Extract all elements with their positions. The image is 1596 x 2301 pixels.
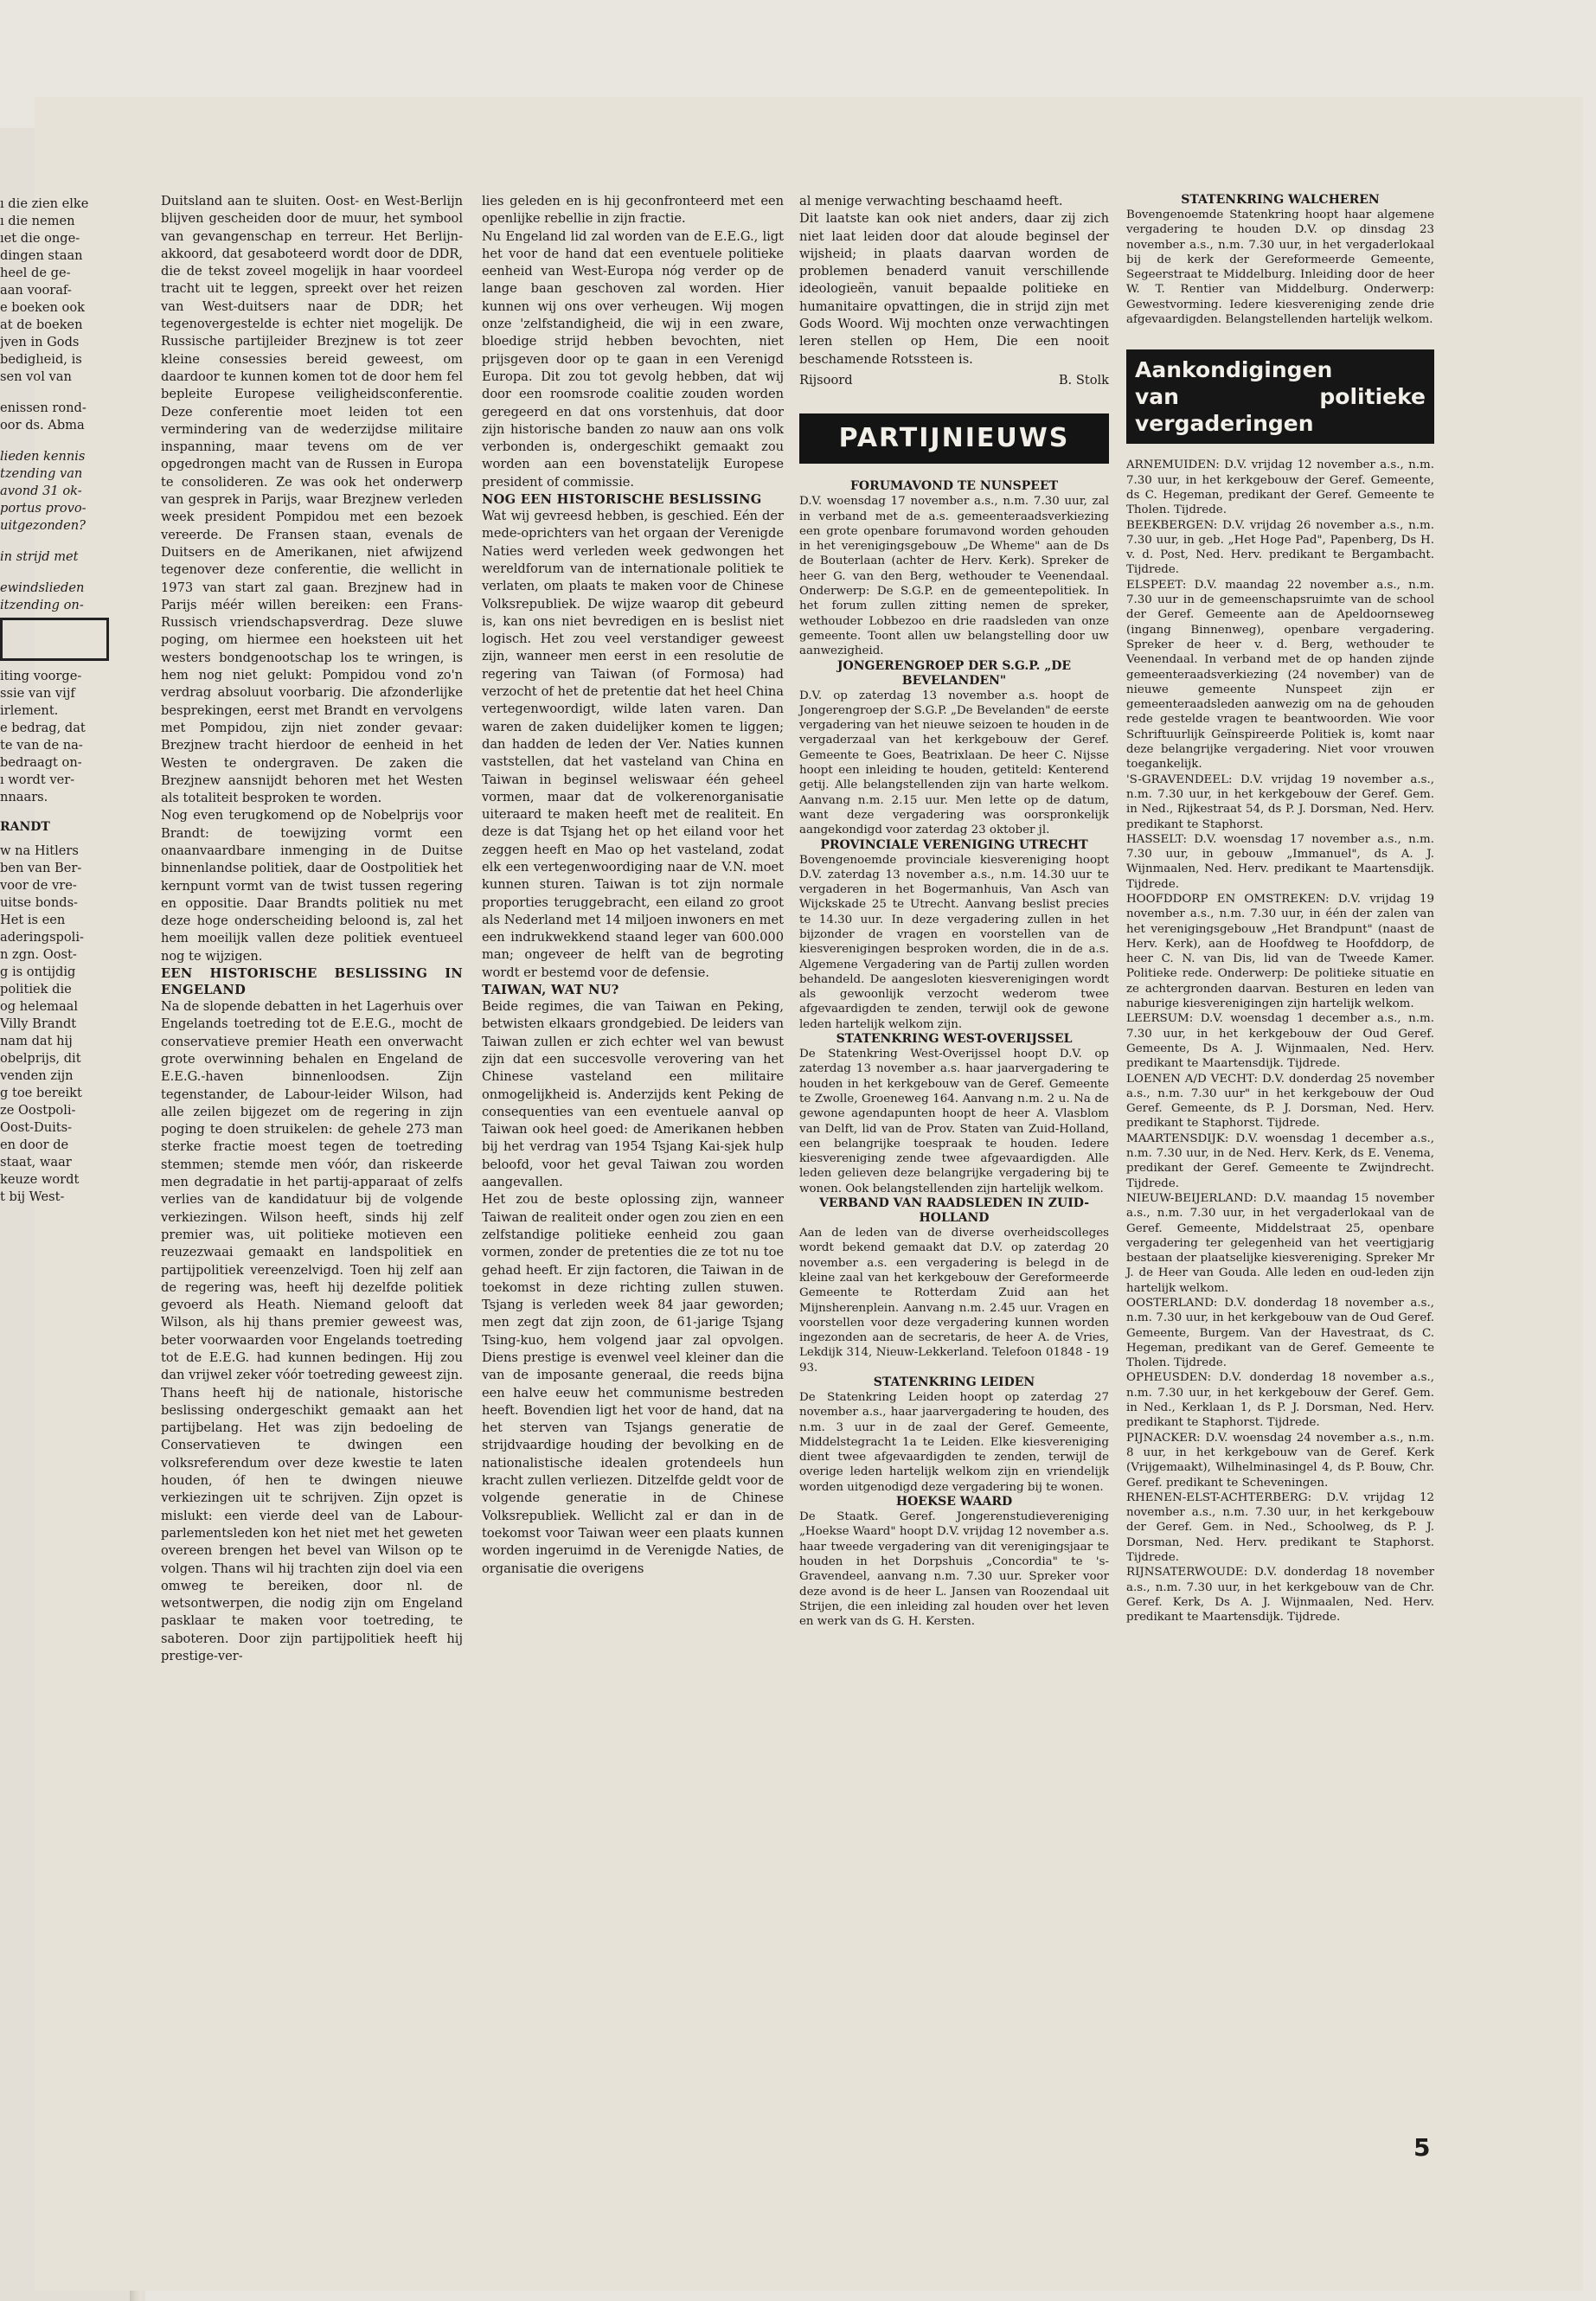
announcement-entry xyxy=(1126,1296,1434,1370)
announcement-place: OPHEUSDEN: xyxy=(1126,1371,1212,1385)
fragment-text-2: enissen rond- oor ds. Abma xyxy=(0,401,87,433)
announcement-place: HOOFDDORP EN OMSTREKEN: xyxy=(1126,892,1330,906)
announcement-place: RHENEN-ELST-ACHTERBERG: xyxy=(1126,1490,1312,1504)
announcement-place: ELSPEET: xyxy=(1126,578,1187,592)
announcement-entry xyxy=(1126,1490,1434,1565)
announcement-entry xyxy=(1126,1072,1434,1131)
party-news-text: Aan de leden van de diverse overheidscolleges wordt bekend gemaakt dat D.V. op zaterdag 20 november a.s. een vergadering is belegd in de kleine zaal van het kerkgebouw der Gereformeerde Gemeente te Rotterdam Zuid aan het Mijnsherenplein. Aanvang n.m. 2.45 uur. Vragen en voorstellen voor deze vergadering kunnen worden ingezonden aan de secretaris, de heer A. de Vries, Lekdijk 314, Nieuw-Lekkerland. Telefoon 01848 - 19 93. xyxy=(799,1227,1109,1375)
party-news-text: D.V. op zaterdag 13 november a.s. hoopt de Jongerengroep der S.G.P. „De Bevelanden" de eerste vergadering van het nieuwe seizoen te houden in de vergaderzaal van het kerkgebouw der Geref. Gemeente te Goes, Beatrixlaan. De heer C. Nijsse hoopt een inleiding te houden, getiteld: Kenterend getij. Alle belangstellenden zijn van harte welkom. Aanvang n.m. 2.15 uur. Men lette op de datum, want deze vergadering was oorspronkelijk aangekondigd voor zaterdag 23 oktober jl. xyxy=(799,689,1109,837)
signature-place: Rijsoord xyxy=(799,372,853,388)
article-paragraph: Het zou de beste oplossing zijn, wanneer Taiwan de realiteit onder ogen zou zien en een zelfstandige politieke eenheid zou gaan vormen, zonder de pretenties die ze tot nu toe gehad heeft. Er zijn factoren, die Taiwan in de toekomst in deze richting zullen stuwen. Tsjang is verleden week 84 jaar geworden; men zegt dat zijn zoon, de 61-jarige Tsjang Tsing-kuo, hem volgend jaar zal opvolgen. Diens prestige is evenwel veel kleiner dan die van de imposante generaal, die reeds bijna een halve eeuw het communisme bestreden heeft. Bovendien ligt het voor de hand, dat na het sterven van Tsjangs generatie de strijdvaardige houding der bevolking en de nationalistische idealen grotendeels hun kracht zullen verliezen. Ditzelfde geldt voor de volgende generatie in de Chinese Volksrepubliek. Wellicht zal er dan in de toekomst voor Taiwan weer een plaats kunnen worden ingeruimd in de Verenigde Naties, de organisatie die overigens xyxy=(482,1192,784,1576)
announcements-banner-line-1: Aankondigingen xyxy=(1135,357,1333,383)
party-news-heading: VERBAND VAN RAADSLEDEN IN ZUID-HOLLAND xyxy=(819,1196,1089,1226)
announcement-entry xyxy=(1126,458,1434,517)
announcement-entry xyxy=(1126,1565,1434,1625)
signature-line xyxy=(799,372,1109,389)
party-news-list xyxy=(799,479,1109,1629)
article-paragraph: lies geleden en is hij geconfronteerd met een openlijke rebellie in zijn fractie. xyxy=(482,194,784,227)
announcement-text: D.V. vrijdag 12 november a.s., n.m. 7.30 uur, in het kerkgebouw der Geref. Gemeente, ds C. Hegeman, predikant der Geref. Gemeente te Tholen. Tijdrede. xyxy=(1126,458,1434,517)
article-paragraph: Beide regimes, die van Taiwan en Peking, betwisten elkaars grondgebied. De leiders van Taiwan zullen er zich echter wel van bewust zijn dat een succesvolle verovering van het Chinese vasteland een militaire onmogelijkheid is. Anderzijds kent Peking de consequenties van een eventuele aanval op Taiwan ook heel goed: de Amerikanen hebben bij het verdrag van 1954 Tsjang Kai-sjek hulp beloofd, voor het geval Taiwan zou worden aangevallen. xyxy=(482,999,784,1190)
party-news-heading: FORUMAVOND TE NUNSPEET xyxy=(849,479,1059,494)
announcement-entry xyxy=(1126,1011,1434,1071)
announcement-entry xyxy=(1126,1131,1434,1191)
announcement-entry xyxy=(1126,772,1434,832)
party-news-heading: JONGERENGROEP DER S.G.P. „DE BEVELANDEN" xyxy=(836,658,1072,688)
announcement-entry xyxy=(1126,1370,1434,1430)
partijnieuws-banner: PARTIJNIEUWS xyxy=(799,413,1109,464)
fragment-box xyxy=(0,618,109,661)
announcement-place: ARNEMUIDEN: xyxy=(1126,458,1220,472)
article-paragraph: Nog even terugkomend op de Nobelprijs voor Brandt: de toewijzing vormt een onaanvaardbare inmenging in de Duitse binnenlandse politiek, daar de Oostpolitiek het kernpunt vormt van de twist tussen regering en oppositie. Daar Brandts politiek nu met deze hoge onderscheiding beloond is, zal het hem moeilijk vallen deze politiek eventueel nog te wijzigen. xyxy=(161,808,463,964)
fragment-text-7: w na Hitlers ben van Ber- voor de vre- uitse bonds- Het is een aderingspoli- n zgn. Oost- g is ontijdig politiek die og helemaal Villy Brandt nam dat hij obelprijs, dit venden zijn g toe bereikt ze Oostpoli- Oost-Duits- en door de staat, waar keuze wordt t bij West- xyxy=(0,843,84,1204)
column-1 xyxy=(161,193,463,1665)
announcement-place: LOENEN A/D VECHT: xyxy=(1126,1072,1259,1086)
party-news-text: De Statenkring Leiden hoopt op zaterdag 27 november a.s., haar jaarvergadering te houden, des n.m. 3 uur in de zaal der Geref. Gemeente, Middelstegracht 1a te Leiden. Elke kiesvereniging dient twee afgevaardigden te zenden, terwijl de overige leden hartelijk welkom zijn en vriendelijk worden uitgenodigd deze vergadering bij te wonen. xyxy=(799,1391,1109,1494)
section-heading: TAIWAN, WAT NU? xyxy=(482,983,619,998)
announcements-list xyxy=(1126,458,1434,1625)
announcement-text: D.V. donderdag 25 november a.s., n.m. 7.30 uur" in het kerkgebouw der Oud Geref. Gemeente, ds P. J. Dorsman, Ned. Herv. predikant te Staphorst. Tijdrede. xyxy=(1126,1072,1435,1131)
fragment-text-3: lieden kennis tzending van avond 31 ok- portus provo- uitgezonden? xyxy=(0,449,87,533)
article-paragraph: Na de slopende debatten in het Lagerhuis over Engelands toetreding tot de E.E.G., mocht de conservatieve premier Heath een onverwacht grote overwinning behalen en Engeland de E.E.G.-haven binnenloodsen. Zijn tegenstander, de Labour-leider Wilson, had alle zeilen bijgezet om de regering in zijn poging te doen struikelen: de gehele 273 man sterke fractie moest tegen de toetreding stemmen; stemde men vóór, dan riskeerde men degradatie in het partij-apparaat of zelfs verlies van de kandidatuur bij de volgende verkiezingen. Wilson heeft, sinds hij zelf premier was, uit politieke motieven een reuzezwaai gemaakt en landspolitiek en partijpolitiek vereenzelvigd. Toen hij zelf aan de regering was, heeft hij dezelfde politiek gevoerd als Heath. Niemand gelooft dat Wilson, als hij thans premier geweest was, beter voorwaarden voor Engelands toetreding tot de E.E.G. had kunnen bedingen. Hij zou dan vrijwel zeker vóór toetreding geweest zijn. Thans heeft hij de nationale, historische beslissing ondergeschikt gemaakt aan het partijbelang. Het was zijn bedoeling de Conservatieven te dwingen een volksreferendum over deze kwestie te laten houden, óf hen te dwingen nieuwe verkiezingen uit te schrijven. Zijn opzet is mislukt: een vierde deel van de Labour-parlementsleden kon het niet met het geweten overeen brengen het bevel van Wilson op te volgen. Thans wil hij trachten zijn doel via een omweg te bereiken, door nl. de wetsontwerpen, die nodig zijn om Engeland pasklaar te maken voor toetreding, te saboteren. Door zijn partijpolitiek heeft hij prestige-ver- xyxy=(161,999,463,1664)
announcement-place: RIJNSATERWOUDE: xyxy=(1126,1566,1248,1580)
party-news-text: De Staatk. Geref. Jongerenstudievereniging „Hoekse Waard" hoopt D.V. vrijdag 12 november a.s. haar tweede vergadering van dit verenigingsjaar te houden in het Dorpshuis „Concordia" te 's-Gravendeel, aanvang n.m. 7.30 uur. Spreker voor deze avond is de heer L. Jansen van Roozendaal uit Strijen, die een inleiding zal houden over het leven en werk van ds G. H. Kersten. xyxy=(799,1510,1109,1629)
party-news-text: Bovengenoemde provinciale kiesvereniging hoopt D.V. zaterdag 13 november a.s., n.m. 14.30 uur te vergaderen in het Bogermanhuis, Van Asch van Wijckskade 25 te Utrecht. Aanvang beslist precies te 14.30 uur. In deze vergadering zullen in het bijzonder de vragen en voorstellen van de kiesverenigingen besproken worden, die in de a.s. Algemene Vergadering van de Partij zullen worden behandeld. De aangesloten kiesverenigingen wordt als gewoonlijk verzocht wederom twee afgevaardigden te zenden, terwijl ook de gewone leden hartelijk welkom zijn. xyxy=(799,853,1109,1031)
announcements-banner-line-2: van politieke vergaderingen xyxy=(1135,384,1426,437)
column-4 xyxy=(1126,193,1434,1625)
signature-name: B. Stolk xyxy=(1058,372,1109,388)
announcement-text: D.V. woensdag 1 december a.s., n.m. 7.30 uur, in de Ned. Herv. Kerk, ds E. Venema, predikant der Geref. Gemeente te Zwijndrecht. Tijdrede. xyxy=(1126,1131,1434,1190)
announcement-text: D.V. donderdag 18 november a.s., n.m. 7.30 uur, in het kerkgebouw der Geref. Gem. in Ned., Kerklaan 1, ds P. J. Dorsman, Ned. Herv. predikant te Staphorst. Tijdrede. xyxy=(1126,1371,1434,1430)
party-news-heading: HOEKSE WAARD xyxy=(895,1495,1013,1509)
column-2 xyxy=(482,193,784,1578)
announcement-entry xyxy=(1126,1191,1434,1296)
article-paragraph: Wat wij gevreesd hebben, is geschied. Eén der mede-oprichters van het orgaan der Verenigde Naties werd verleden week gedwongen het wereldforum van de internationale politiek te verlaten, om plaats te maken voor de Chinese Volksrepubliek. De wijze waarop dit gebeurd is, kan ons niet bevredigen en is beslist niet logisch. Het zou veel verstandiger geweest zijn, wanneer men eerst in een resolutie de regering van Taiwan (of Formosa) had verzocht of het de pretentie dat het heel China vertegenwoordigt, wilde laten varen. Dan waren de zaken duidelijker komen te liggen; dan hadden de leden der Ver. Naties kunnen vaststellen, dat het vasteland van China en Taiwan in beginsel weliswaar één geheel vormen, maar dat de volkerenorganisatie uiteraard te maken heeft met de realiteit. En deze is dat Tsjang het op het eiland voor het zeggen heeft en Mao op het vasteland, zodat elk een vertegenwoordiging naar de V.N. moet kunnen sturen. Taiwan is tot zijn normale proporties teruggebracht, een eiland zo groot als Nederland met 14 miljoen inwoners en met een indrukwekkend staand leger van 600.000 man; ongeveer de helft van de begroting wordt er bestemd voor de defensie. xyxy=(482,509,784,980)
fragment-text-5: ewindslieden itzending on- xyxy=(0,580,85,612)
announcement-entry xyxy=(1126,518,1434,578)
announcement-text: D.V. vrijdag 12 november a.s., n.m. 7.30 uur, in het kerkgebouw der Geref. Gem. in Ned., Schoolweg, ds P. J. Dorsman, Ned. Herv. predikant te Staphorst. Tijdrede. xyxy=(1126,1490,1434,1565)
announcement-text: D.V. donderdag 18 november a.s., n.m. 7.30 uur, in het kerkgebouw van de Chr. Geref. Kerk, Ds A. J. Wijnmaalen, Ned. Herv. predikant te Maartensdijk. Tijdrede. xyxy=(1126,1566,1434,1625)
announcement-text: D.V. donderdag 18 november a.s., n.m. 7.30 uur, in het kerkgebouw van de Oud Geref. Gemeente, Burgem. Van der Havestraat, ds C. Hegeman, predikant van de Geref. Gemeente te Tholen. Tijdrede. xyxy=(1126,1297,1434,1370)
announcement-place: 'S-GRAVENDEEL: xyxy=(1126,772,1233,786)
announcement-entry xyxy=(1126,892,1434,1011)
party-news-text: De Statenkring West-Overijssel hoopt D.V. op zaterdag 13 november a.s. haar jaarvergadering te houden in het kerkgebouw van de Geref. Gemeente te Zwolle, Groeneweg 164. Aanvang n.m. 2 u. Na de gewone agendapunten hoopt de heer A. Vlasblom van Delft, lid van de Prov. Staten van Zuid-Holland, een belangrijke toespraak te houden. Iedere kiesvereniging zende twee afgevaardigden. Alle leden gelieven deze belangrijke vergadering bij te wonen. Ook belangstellenden zijn hartelijk welkom. xyxy=(799,1048,1109,1195)
walcheren-heading: STATENKRING WALCHEREN xyxy=(1181,193,1380,207)
announcement-text: D.V. vrijdag 19 november a.s., n.m. 7.30 uur, in één der zalen van het verenigingsgebouw „Het Brandpunt" (naast de Herv. Kerk), aan de Hoofdweg te Hoofddorp, de heer C. N. van Dis, lid van de Tweede Kamer. Politieke rede. Onderwerp: De politieke situatie en ze achtergronden daarvan. Besturen en leden van naburige kiesverenigingen zijn hartelijk welkom. xyxy=(1126,892,1435,1011)
announcement-text: D.V. maandag 15 november a.s., n.m. 7.30 uur, in het vergaderlokaal van de Geref. Gemeente, Middelstraat 25, openbare vergadering ter gelegenheid van het veertigjarig bestaan der plaatselijke kiesvereniging. Spreker Mr J. de Heer van Gouda. Alle leden en oud-leden zijn hartelijk welkom. xyxy=(1126,1191,1434,1295)
announcement-place: MAARTENSDIJK: xyxy=(1126,1131,1229,1145)
announcement-place: OOSTERLAND: xyxy=(1126,1297,1218,1310)
fragment-text-6: iting voorge- ssie van vijf irlement. e bedrag, dat te van de na- bedraagt on- ı wordt ver- nnaars. xyxy=(0,669,86,804)
announcement-text: D.V. maandag 22 november a.s., n.m. 7.30 uur in de gemeenschapsruimte van de school der Geref. Gemeente aan de Apeldoornseweg (ingang Binnenweg), openbare vergadering. Spreker de heer v. d. Berg, wethouder te Veenendaal. In verband met de op handen zijnde gemeenteraadsverkiezing (24 november) van de nieuwe gemeente Nunspeet zijn er gemeenteraadsleden aanwezig om na de gehouden rede gestelde vragen te beantwoorden. Wie voor Schriftuurlijk Geïnspireerde Politiek is, komt naar deze belangrijke vergadering. Niet voor vrouwen toegankelijk. xyxy=(1126,578,1434,772)
announcement-text: D.V. vrijdag 19 november a.s., n.m. 7.30 uur, in het kerkgebouw der Geref. Gem. in Ned., Rijkestraat 54, ds P. J. Dorsman, Ned. Herv. predikant te Staphorst. xyxy=(1126,772,1434,831)
fragment-text-1: ı die zien elke ı die nemen ıet die onge- dingen staan heel de ge- aan vooraf- e boeken ook at de boeken jven in Gods bediglıeid, is sen vol van xyxy=(0,196,89,384)
fragment-subhead: RANDT xyxy=(0,820,50,834)
page-number: 5 xyxy=(1413,2133,1431,2162)
announcement-text: D.V. vrijdag 26 november a.s., n.m. 7.30 uur, in geb. „Het Hoge Pad", Papenberg, Ds H. v. d. Post, Ned. Herv. predikant te Bergambacht. Tijdrede. xyxy=(1126,518,1434,577)
announcement-place: NIEUW-BEIJERLAND: xyxy=(1126,1191,1258,1205)
announcement-text: D.V. woensdag 1 december a.s., n.m. 7.30 uur, in het kerkgebouw der Oud Geref. Gemeente, Ds A. J. Wijnmaalen, Ned. Herv. predikant te Maartensdijk. Tijdrede. xyxy=(1126,1012,1434,1071)
announcement-entry xyxy=(1126,578,1434,772)
announcement-place: BEEKBERGEN: xyxy=(1126,518,1218,532)
announcement-text: D.V. woensdag 17 november a.s., n.m. 7.30 uur, in gebouw „Immanuel", ds A. J. Wijnmaalen, Ned. Herv. predikant te Maartensdijk. Tijdrede. xyxy=(1126,832,1434,891)
announcements-banner xyxy=(1126,349,1434,444)
announcement-place: LEERSUM: xyxy=(1126,1012,1194,1026)
article-paragraph: Dit laatste kan ook niet anders, daar zij zich niet laat leiden door dat aloude beginsel der wijsheid; in plaats daarvan worden de problemen benaderd vanuit verschillende ideologieën, vanuit bepaalde politieke en humanitaire opvattingen, die in strijd zijn met Gods Woord. Wij mochten onze verwachtingen leren stellen op Hem, Die een nooit beschamende Rotssteen is. xyxy=(799,211,1109,367)
previous-page-fragment xyxy=(0,195,112,1208)
section-heading: NOG EEN HISTORISCHE BESLISSING xyxy=(482,492,762,508)
section-heading: EEN HISTORISCHE BESLISSING IN ENGELAND xyxy=(161,966,463,998)
column-3 xyxy=(799,193,1109,1629)
party-news-heading: PROVINCIALE VERENIGING UTRECHT xyxy=(820,837,1088,852)
party-news-text: D.V. woensdag 17 november a.s., n.m. 7.30 uur, zal in verband met de a.s. gemeenteraadsverkiezing een grote openbare forumavond worden gehouden in het verenigingsgebouw „De Wheme" aan de Ds de Bouterlaan (achter de Herv. Kerk). Spreker de heer G. van den Berg, wethouder te Veenendaal. Onderwerp: De S.G.P. en de gemeentepolitiek. In het forum zullen zitting nemen de spreker, wethouder Lobbezoo en drie raadsleden van onze gemeente. Toont allen uw belangstelling door uw aanwezigheid. xyxy=(799,495,1109,658)
article-paragraph: Duitsland aan te sluiten. Oost- en West-Berlijn blijven gescheiden door de muur, het symbool van gevangenschap en terreur. Het Berlijn-akkoord, dat gesaboteerd wordt door de DDR, die de tekst zoveel mogelijk in haar voordeel tracht uit te leggen, spreekt over het reizen van West-duitsers naar de DDR; het tegenovergestelde is echter niet mogelijk. De Russische partijleider Brezjnew is tot zeer kleine consessies bereid geweest, om daardoor te kunnen komen tot de door hem fel bepleite Europese veiligheidsconferentie. Deze conferentie moet leiden tot een vermindering van de wederzijdse militaire inspanning, maar tevens om de ver opgedrongen macht van de Russen in Europa te consolideren. Ze was ook het onderwerp van gesprek in Parijs, waar Brezjnew verleden week president Pompidou met een bezoek vereerde. De Fransen staan, evenals de Duitsers en de Amerikanen, niet afwijzend tegenover deze conferentie, die wellicht in 1973 van start zal gaan. Brezjnew had in Parijs méér willen bereiken: een Frans-Russisch vriendschapsverdrag. Deze sluwe poging, om hiermee een hoeksteen uit het westers bondgenootschap los te wringen, is hem nog niet gelukt: Pompidou vond zo'n verdrag absoluut voorbarig. Die afzonderlijke besprekingen, eerst met Brandt en vervolgens met Pompidou, zijn niet zonder gevaar: Brezjnew tracht hierdoor de eenheid in het Westen te ondergraven. De zaken die Brezjnew aansnijdt behoren met het Westen als totaliteit besproken te worden. xyxy=(161,194,463,806)
fragment-text-4: in strijd met xyxy=(0,549,79,564)
announcement-entry xyxy=(1126,832,1434,892)
article-paragraph: al menige verwachting beschaamd heeft. xyxy=(799,194,1063,208)
party-news-heading: STATENKRING WEST-OVERIJSSEL xyxy=(836,1032,1073,1047)
announcement-entry xyxy=(1126,1431,1434,1490)
walcheren-text: Bovengenoemde Statenkring hoopt haar algemene vergadering te houden D.V. op dinsdag 23 november a.s., n.m. 7.30 uur, in het vergaderlokaal bij de kerk der Gereformeerde Gemeente, Segeerstraat te Middelburg. Inleiding door de heer W. T. Rentier van Middelburg. Onderwerp: Gewestvorming. Iedere kiesvereniging zende drie afgevaardigden. Belangstellenden hartelijk welkom. xyxy=(1126,208,1434,327)
announcement-place: PIJNACKER: xyxy=(1126,1431,1201,1445)
announcement-place: HASSELT: xyxy=(1126,832,1187,846)
article-paragraph: Nu Engeland lid zal worden van de E.E.G., ligt het voor de hand dat een eventuele politieke eenheid van West-Europa nóg verder op de lange baan geschoven zal worden. Hier kunnen wij ons over verheugen. Wij mogen onze 'zelfstandigheid, die wij in een zware, bloedige strijd hebben bevochten, niet prijsgeven door op te gaan in een Verenigd Europa. Dit zou tot gevolg hebben, dat wij door een roomsrode coalitie zouden worden geregeerd en dat ons vorstenhuis, dat door zijn historische banden zo nauw aan ons volk verbonden is, ondergeschikt gemaakt zou worden aan een bovenstatelijk Europese president of commissie. xyxy=(482,228,784,490)
party-news-heading: STATENKRING LEIDEN xyxy=(873,1375,1035,1389)
announcement-text: D.V. woensdag 24 november a.s., n.m. 8 uur, in het kerkgebouw van de Geref. Kerk (Vrijgemaakt), Wilhelminasingel 4, ds P. Bouw, Chr. Geref. predikant te Scheveningen. xyxy=(1126,1431,1434,1490)
